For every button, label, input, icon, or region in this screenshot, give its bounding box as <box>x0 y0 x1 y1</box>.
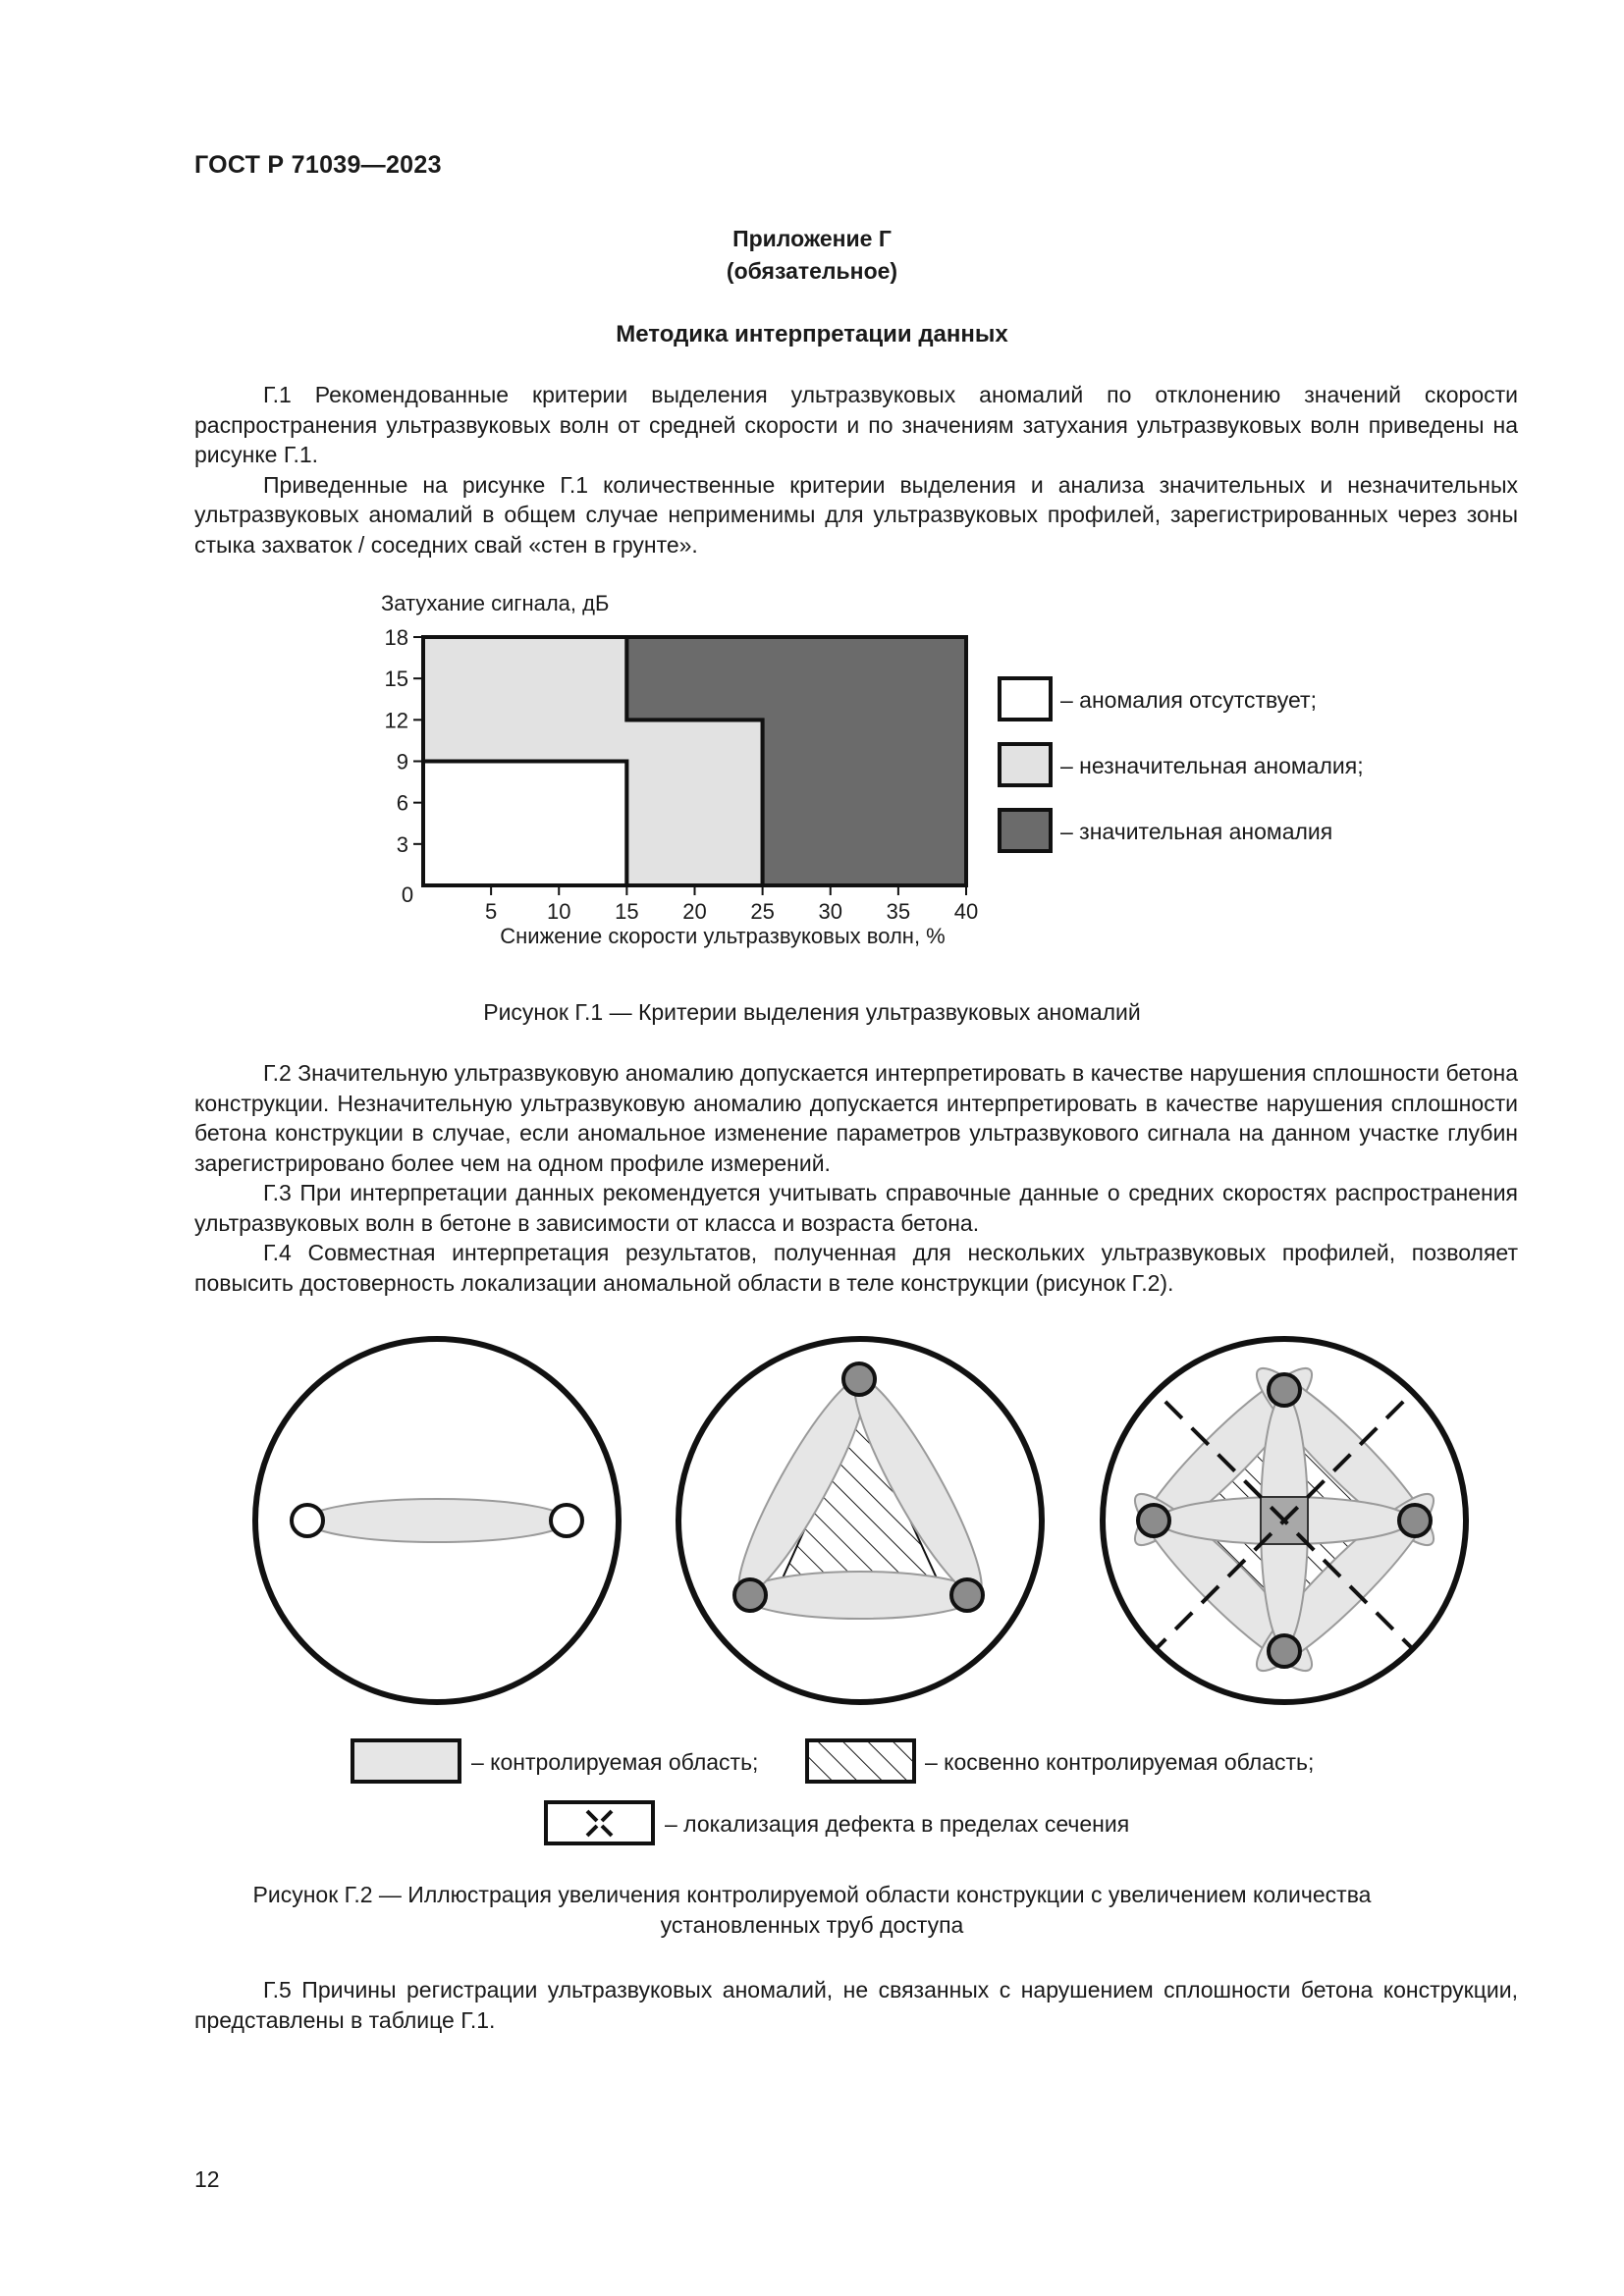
x-axis-title: Снижение скорости ультразвуковых волн, % <box>500 924 946 948</box>
x-tick-label: 5 <box>485 899 498 924</box>
access-tube <box>1269 1374 1300 1406</box>
legend-swatch-controlled <box>352 1740 460 1782</box>
y-tick-label: 3 <box>396 831 408 857</box>
x-tick-label: 10 <box>547 899 571 924</box>
legend-swatch-2 <box>1000 744 1051 785</box>
legend-swatch-indirect <box>807 1740 914 1782</box>
paragraph-g1: Г.1 Рекомендованные критерии выделения ультразвуковых аномалий по отклонению значений скорости распространения ультразвуковых волн от средней скорости и по значениям затухания ультразвуковых волн приведены на рисунке Г.1. <box>194 382 1518 467</box>
legend-label-1: – аномалия отсутствует; <box>1060 687 1317 713</box>
y-tick-label: 15 <box>384 667 408 692</box>
paragraph-g2: Г.2 Значительную ультразвуковую аномалию допускается интерпретировать в качестве нарушения сплошности бетона конструкции. Незначительную ультразвуковую аномалию допускается интерпретировать в качестве нарушения сплошности бетона конструкции в случае, если аномальное изменение параметров ультразвукового сигнала на данном участке глубин зарегистрировано более чем на одном профиле измерений. <box>194 1060 1518 1176</box>
origin-label: 0 <box>401 882 414 907</box>
y-axis-title: Затухание сигнала, дБ <box>381 591 610 615</box>
chart-regions <box>423 637 966 885</box>
diagram-two-tubes <box>255 1339 619 1702</box>
annex-title: Приложение Г <box>732 226 892 251</box>
controlled-zone <box>306 1499 568 1542</box>
y-tick-label: 12 <box>384 708 408 733</box>
y-tick-label: 9 <box>396 749 408 774</box>
annex-status: (обязательное) <box>726 258 898 284</box>
legend-label-3: – значительная аномалия <box>1060 819 1333 844</box>
page-number: 12 <box>194 2166 220 2192</box>
figure2-caption-line2: установленных труб доступа <box>660 1912 964 1938</box>
legend-label-indirect: – косвенно контролируемая область; <box>925 1749 1315 1775</box>
access-tubes-figure <box>0 1315 1624 1875</box>
y-tick-label: 6 <box>396 790 408 816</box>
middle-paragraphs <box>194 1058 1518 1298</box>
controlled-zone <box>742 1572 978 1619</box>
access-tube <box>292 1505 323 1536</box>
anomaly-criteria-chart <box>0 0 1624 982</box>
bottom-paragraphs <box>194 1975 1518 2035</box>
figure2-caption <box>0 1880 1624 1941</box>
y-tick-label: 18 <box>384 625 408 650</box>
x-tick-label: 15 <box>615 899 639 924</box>
x-tick-label: 30 <box>818 899 842 924</box>
access-tube <box>1138 1505 1169 1536</box>
legend-label-controlled: – контролируемая область; <box>471 1749 759 1775</box>
legend-label-defect: – локализация дефекта в пределах сечения <box>665 1811 1130 1837</box>
legend-label-2: – незначительная аномалия; <box>1060 753 1364 778</box>
access-tube <box>951 1579 983 1611</box>
figure1-caption: Рисунок Г.1 — Критерии выделения ультразвуковых аномалий <box>483 999 1141 1025</box>
x-tick-label: 20 <box>682 899 707 924</box>
access-tube <box>1269 1635 1300 1667</box>
diagram-three-tubes <box>678 1339 1042 1702</box>
legend-swatch-1 <box>1000 678 1051 720</box>
legend-swatch-3 <box>1000 810 1051 851</box>
access-tube <box>734 1579 766 1611</box>
chart-region-1 <box>423 762 626 886</box>
figure2-legend <box>352 1740 1314 1843</box>
diagram-four-tubes <box>1103 1339 1466 1702</box>
section-title: Методика интерпретации данных <box>616 321 1008 347</box>
paragraph-g3: Г.3 При интерпретации данных рекомендуется учитывать справочные данные о средних скоростях распространения ультразвуковых волн в бетоне в зависимости от класса и возраста бетона. <box>194 1180 1518 1236</box>
access-tube <box>1399 1505 1431 1536</box>
paragraph-g1-note: Приведенные на рисунке Г.1 количественные критерии выделения и анализа значительных и незначительных ультразвуковых аномалий в общем случае неприменимы для ультразвуковых профилей, зарегистрированных через зоны стыка захваток / соседних свай «стен в грунте». <box>194 471 1518 558</box>
x-tick-label: 35 <box>886 899 911 924</box>
figure2-caption-line1: Рисунок Г.2 — Иллюстрация увеличения контролируемой области конструкции с увеличением количества <box>252 1882 1372 1907</box>
x-tick-label: 25 <box>750 899 775 924</box>
paragraph-g5: Г.5 Причины регистрации ультразвуковых аномалий, не связанных с нарушением сплошности бетона конструкции, представлены в таблице Г.1. <box>194 1977 1518 2033</box>
x-tick-label: 40 <box>953 899 979 924</box>
chart-legend <box>1000 678 1364 851</box>
paragraph-g4: Г.4 Совместная интерпретация результатов, полученная для нескольких ультразвуковых профилей, позволяет повысить достоверность локализации аномальной области в теле конструкции (рисунок Г.2). <box>194 1240 1518 1296</box>
document-header: ГОСТ Р 71039—2023 <box>194 151 442 179</box>
access-tube <box>551 1505 582 1536</box>
legend-swatch-defect <box>546 1802 653 1843</box>
access-tube <box>843 1363 875 1395</box>
